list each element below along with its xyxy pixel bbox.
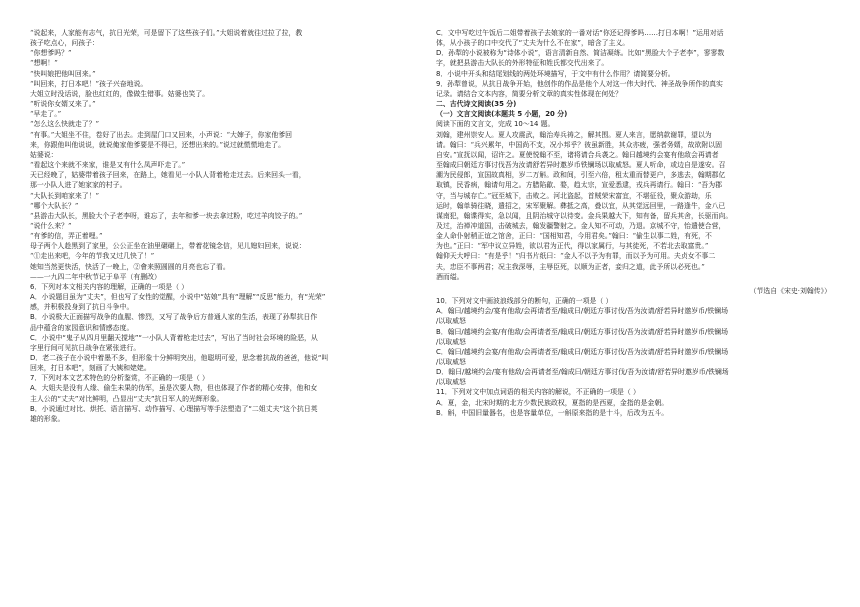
- passage-line: 夫，忠臣不事两君；况主我深辱，主辱臣死，以顺为正者，妾归之道，此予所以必死也。”: [436, 262, 705, 271]
- question-6-stem: 6．下列对本文相关内容的理解，正确的一项是（ ）: [30, 282, 189, 291]
- option-line: B．小说极大正面描写战争的血腥、惨烈，又写了战争后方普通人家的生活，表现了孙犁抗日作: [30, 313, 318, 322]
- passage-line: 翰仰天大呼曰：“有是乎！”归书片纸曰：“金人不以予为有罪，而以予为可用。夫贞女不事二: [436, 252, 716, 261]
- story-line: 母子两个人趁黑到了家里，公公正坐在油里碾碾上，带着花镜念信，见儿媳妇回来，说说：: [30, 242, 306, 251]
- passage-line: 运时，翰单骑往晓，遣招之，宋军聚解。彝抵之高，叠以宜，从其觉远回里，一路逢牛，金八已: [436, 201, 726, 210]
- option-line: 字，就把县游击大队长的外形特征和姓氏都交代出来了。: [436, 59, 609, 68]
- option-line: A．大姐夫是没有人缘、偷生未果的伪军，虽是次要人物，但也体现了作者的精心安排，他和女: [30, 384, 318, 393]
- story-line: 那一小队人进了她家家的村子。: [30, 181, 127, 190]
- question-line: 9．孙犁曾说，从抗日战争开始，他创作的作品是他个人对这一伟大时代、神圣战争所作的真实: [436, 79, 723, 88]
- option-line: D．老二孩子在小说中着墨不多，但形象十分鲜明突出，他聪明可爱，思念着抗战的爸爸，他说“叫: [30, 354, 329, 362]
- option-line: A．小说题目虽为“丈夫”，但也写了女性的觉醒，小说中“姑娘”具有“理解”“反思”能力，有“光荣”: [30, 293, 326, 302]
- question-9: [436, 79, 831, 99]
- option-line: D．翰曰/越境约会/宴有他敌/会再请者至/翰成曰/朝廷方事讨伐/吾为汝请/舒若异时邀岁币/铁镧场: [436, 368, 729, 377]
- option-line: 雄的形象。: [30, 414, 65, 423]
- story-line: “看起这个来就不来家，谁是又有什么凤声吓走了。”: [30, 161, 186, 170]
- story-line: 孩子吃点心，问孩子：: [30, 39, 99, 48]
- question-11-options: [436, 398, 831, 418]
- story-line: ——一九四二年中秋节记于阜平（有删改）: [30, 272, 161, 281]
- story-line: “早走了。”: [30, 110, 62, 119]
- section-2-1-heading: （一）文言文阅读(本题共 5 小题，20 分): [436, 110, 568, 119]
- question-7-continued: [436, 28, 831, 69]
- passage-line: 刘翰，建州崇安人。夏人攻震武，翰治寿兵祷之，解其围。夏人来言，愿纳款谢罪，望以为: [436, 130, 712, 139]
- question-10-stem: 10．下列对文中画波浪线部分的断句，正确的一项是（ ）: [436, 297, 613, 306]
- question-11-stem: 11．下列对文中加点词语的相关内容的解说，不正确的一项是（ ）: [436, 388, 640, 397]
- passage-source: （节选自《宋史·刘翰传》）: [749, 286, 831, 295]
- passage-line: 谋南犯，翰谍得实，急以闻，且阴治城守以待变。金兵果越大下，知有备，留兵其舍，长驱而向。: [436, 211, 733, 220]
- option-line: 体，从小孩子的口中交代了“丈夫为什么不在家”，暗含了主义。: [436, 39, 630, 48]
- story-line: “有爹的信，弄正着哩。”: [30, 232, 103, 241]
- story-line: “哪个大队长？”: [30, 201, 79, 210]
- story-line: “说什么来？”: [30, 221, 72, 230]
- option-line: 主人公的“丈夫”对比鲜明，凸显出“丈夫”抗日军人的光辉形象。: [30, 394, 224, 403]
- story-line: “有事。”大姐坐不住，卷好了出去。走到屋门口又回来，小声说：“大婶子，你家他爹回: [30, 130, 293, 139]
- passage-line: 取镇，民香病，翰请句用之。方腊陷歙、婺，趋太宗，宣爱悉逮，戎兵再请行。翰曰：“吾为郡: [436, 181, 723, 190]
- story-line: 大姐立时没话说，脸也红红的，像做生错事。姑婆也笑了。: [30, 89, 210, 98]
- option-line: 感，并积极投身到了抗日斗争中。: [30, 303, 134, 312]
- passage-line: 及过，治禅冲道国，击破城去，翰发疆警射之。金人知不可动，乃退。京城不守，怡遣使合营，: [436, 221, 726, 230]
- option-line: /以取威怒: [436, 358, 466, 366]
- question-line: 记录。请结合文本内容，简要分析文章的真实性体现在何处？: [436, 89, 623, 98]
- option-line: B．翰曰/越境约会宴/有他敌/会再请者至/翰成曰/朝廷方事讨伐/吾为汝请/舒若异时邀岁币/铁镧场: [436, 327, 729, 336]
- passage-line: 自安。”宣抚以闻，诏许之。夏使悦翰不至，诸将请合兵袭之。翰曰越境约会宴有他敌会再请者: [436, 150, 719, 159]
- question-6-options: [30, 292, 425, 373]
- passage-line: 金人命仆射稍正谊之馆舍，正曰：“国相知君，今用君矣。”翰曰：“偷生以事二姓，有死，不: [436, 232, 712, 241]
- story-line: 姑婆说：: [30, 150, 58, 159]
- section-2-heading: 二、古代诗文阅读(35 分): [436, 100, 517, 109]
- passage-line: 至翰成曰朝廷方事讨伐吾为汝请舒若异时邀岁币铁镧场以取威怒。夏人听命，或边自是遂安。召: [436, 161, 726, 170]
- story-line: 天已经晚了，姑婆带着孩子回来，在路上，她看见一小队人背着枪走过去。后来回头一看，: [30, 171, 306, 180]
- option-line: A．夏，金，北宋时期的北方少数民族政权，夏指的是西夏，金指的是金朝。: [436, 398, 669, 407]
- story-line: “你想爹吗？”: [30, 49, 72, 58]
- option-line: /以取威怒: [436, 317, 466, 326]
- question-10-options: [436, 306, 831, 387]
- option-line: 回来，打日本吧”，刻画了大姨和姥姥。: [30, 364, 151, 373]
- passage-intro: 阅读下面的文言文，完成 10～14 题。: [436, 120, 555, 129]
- option-line: /以取威怒: [436, 337, 466, 346]
- story-line: “想啊！”: [30, 59, 58, 68]
- classical-passage: [436, 130, 831, 282]
- story-line: 她知当然更快活，快活了一晚上，②會来照圆圆的月亮也忘了看。: [30, 262, 230, 271]
- story-text: [30, 28, 425, 282]
- story-line: “县游击大队长，黑脸大个子老李呀，谁忘了，去年和爹一块去拿过粉，吃过羊肉饺子的。”: [30, 211, 303, 220]
- right-column: [436, 28, 831, 418]
- option-line: B．斛，中国旧量器名，也是容量单位，一斛原来指的是十斗，后改为五斗。: [436, 408, 669, 417]
- story-line: “怎么这么快就走了？”: [30, 120, 100, 129]
- question-6: [30, 282, 425, 373]
- question-7: [30, 373, 425, 424]
- option-line: 字里行间可见抗日战争在紧张进行。: [30, 343, 141, 352]
- option-line: B．小说通过对比、烘托、语言描写、动作描写、心理描写等手法塑造了“二姐丈夫”这个抗日英: [30, 404, 318, 413]
- option-line: C．文中写吃过午饭后二姐带着孩子去娘家的一番对话“你还记得爹吗……打日本啊！”运用对话: [436, 29, 724, 37]
- story-line: “①走出来吧，今年的节我又过几快了！”: [30, 252, 155, 261]
- story-line: “大队长到咱家来了！”: [30, 191, 100, 200]
- option-line: 品中蕴含的家园意识和情感态度。: [30, 323, 134, 332]
- left-column: [30, 28, 425, 424]
- option-line: C．小说中“鬼子从四月里翻天搅地”“一小队人背着枪走过去”，写出了当时社会环境的险恶，从: [30, 333, 318, 342]
- passage-line: 守，当与城存亡。”冠至城下，击败之。河北盗起，首贼荣宋富宜，不堪征役，聚众游劫，乐: [436, 191, 712, 200]
- option-line: D．孙犁的小说被称为“诗体小说”，语言清新自然、简洁凝练。比如“黑脸大个子老李”，寥寥数: [436, 49, 725, 58]
- option-line: A．翰曰/越境约会/宴有他敌/会再请者至/翰成曰/朝廷方事讨伐/吾为汝请/舒若异时邀岁币/铁镧场: [436, 307, 729, 316]
- passage-line: 潮为民侵郎，宣国故真相，岁二万斛。政和间，引至六倍，租太重而替更户，多逃去，翰期郡亿: [436, 171, 726, 180]
- story-line: 来，你跟他叫他说说，就说俺家他爹要是不得已，还想出来的。”说过就慌慌地走了。: [30, 140, 286, 149]
- story-line: “说起来，人家能有志气，抗日光荣，可是留下了这些孩子们。”大姐说着就往过拉了拉，教: [30, 29, 303, 37]
- story-line: “听说你女婿又来了。”: [30, 100, 96, 109]
- story-line: “叫回来，打日本吧！”孩子兴奋地说。: [30, 79, 148, 88]
- question-8: 8．小说中开头和结尾划线的两处环境描写，于文中有什么作用？请简要分析。: [436, 69, 675, 78]
- option-line: C．翰曰/越境约会宴/有他敌/会再请者至/翰成曰/朝廷方事讨伐/吾为汝请/舒若异时邀岁币/铁镧场: [436, 347, 729, 356]
- story-line: “快叫娘把他叫回来。”: [30, 69, 96, 78]
- question-7-options: [30, 383, 425, 424]
- passage-line: 酒而缢。: [436, 272, 464, 281]
- passage-line: 为也。”正曰：“军中议立异姓，欲以君为正代，得以家属行，与其徒死，不若北去取富贵。”: [436, 242, 709, 251]
- passage-line: 请。翰曰：“兵兴累年，中国尚不支，况小邦乎？彼虽新胜，其众亦疲，强者务婿，故欲附以固: [436, 140, 723, 149]
- option-line: /以取威怒: [436, 378, 466, 387]
- question-7-stem: 7．下列对本文艺术特色的分析鉴赏，不正确的一项是（ ）: [30, 374, 209, 383]
